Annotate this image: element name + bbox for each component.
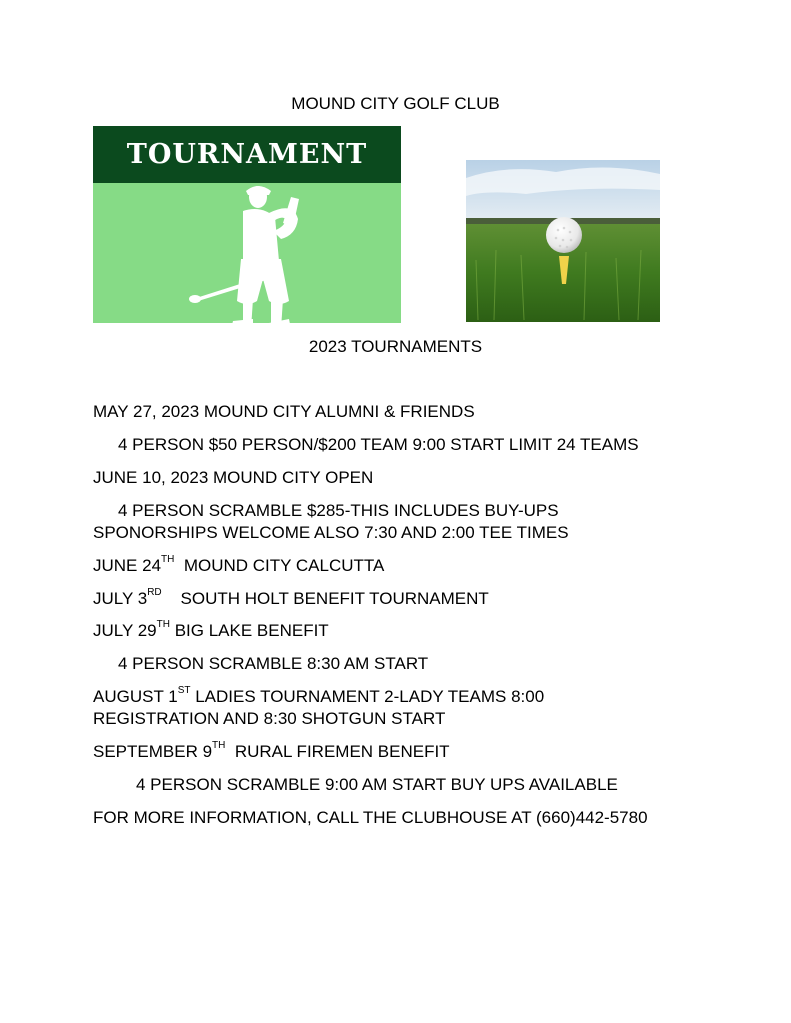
event-firemen-name: RURAL FIREMEN BENEFIT	[225, 742, 450, 761]
event-ladies-name: LADIES TOURNAMENT 2-LADY TEAMS 8:00	[190, 687, 545, 706]
golf-ball-photo	[466, 160, 660, 322]
event-firemen	[93, 742, 450, 762]
event-alumni-detail: 4 PERSON $50 PERSON/$200 TEAM 9:00 START LIMIT 24 TEAMS	[118, 435, 639, 454]
logo-title: TOURNAMENT	[126, 139, 368, 170]
contact-info: FOR MORE INFORMATION, CALL THE CLUBHOUSE AT (660)442-5780	[93, 808, 648, 827]
event-ladies-date: AUGUST 1	[93, 687, 178, 706]
tournaments-heading: 2023 TOURNAMENTS	[308, 337, 483, 356]
event-open-detail: 4 PERSON SCRAMBLE $285-THIS INCLUDES BUY-UPS	[118, 501, 559, 520]
event-calcutta-name: MOUND CITY CALCUTTA	[174, 556, 385, 575]
event-firemen-date: SEPTEMBER 9	[93, 742, 213, 761]
golfer-silhouette-icon	[93, 183, 401, 323]
golf-ball-on-tee-photo	[466, 160, 660, 322]
event-ladies-detail: REGISTRATION AND 8:30 SHOTGUN START	[93, 709, 446, 728]
event-open: JUNE 10, 2023 MOUND CITY OPEN	[93, 468, 374, 487]
event-big-lake-detail: 4 PERSON SCRAMBLE 8:30 AM START	[118, 654, 429, 673]
event-ladies	[93, 687, 544, 707]
event-big-lake-name: BIG LAKE BENEFIT	[169, 621, 329, 640]
event-south-holt-date: JULY 3	[93, 589, 148, 608]
event-alumni: MAY 27, 2023 MOUND CITY ALUMNI & FRIENDS	[93, 402, 475, 421]
club-title: MOUND CITY GOLF CLUB	[291, 94, 500, 113]
event-firemen-suffix: TH	[212, 740, 226, 752]
event-big-lake	[93, 621, 329, 641]
event-open-detail-2: SPONORSHIPS WELCOME ALSO 7:30 AND 2:00 TEE TIMES	[93, 523, 569, 542]
tournament-logo	[93, 126, 401, 323]
event-calcutta-suffix: TH	[161, 554, 175, 566]
event-big-lake-suffix: TH	[156, 619, 170, 631]
event-south-holt	[93, 589, 489, 609]
event-calcutta-date: JUNE 24	[93, 556, 162, 575]
event-south-holt-suffix: RD	[147, 587, 162, 599]
event-calcutta	[93, 556, 384, 576]
event-south-holt-name: SOUTH HOLT BENEFIT TOURNAMENT	[161, 589, 489, 608]
event-ladies-suffix: ST	[177, 685, 191, 697]
event-firemen-detail: 4 PERSON SCRAMBLE 9:00 AM START BUY UPS AVAILABLE	[136, 775, 618, 794]
event-big-lake-date: JULY 29	[93, 621, 157, 640]
